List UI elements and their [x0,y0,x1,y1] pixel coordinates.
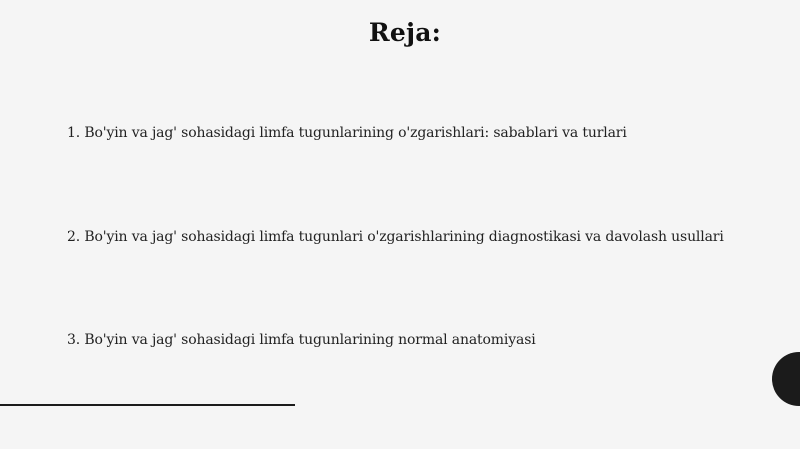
decorative-divider-line [0,404,295,406]
list-item: 2. Bo'yin va jag' sohasidagi limfa tugunlari o'zgarishlarining diagnostikasi va davolash usullari [67,229,724,245]
list-item: 1. Bo'yin va jag' sohasidagi limfa tugunlarining o'zgarishlari: sabablari va turlari [67,125,627,141]
decorative-circle [772,352,800,406]
slide-title: Reja: [368,18,442,47]
list-item: 3. Bo'yin va jag' sohasidagi limfa tugunlarining normal anatomiyasi [67,332,536,348]
